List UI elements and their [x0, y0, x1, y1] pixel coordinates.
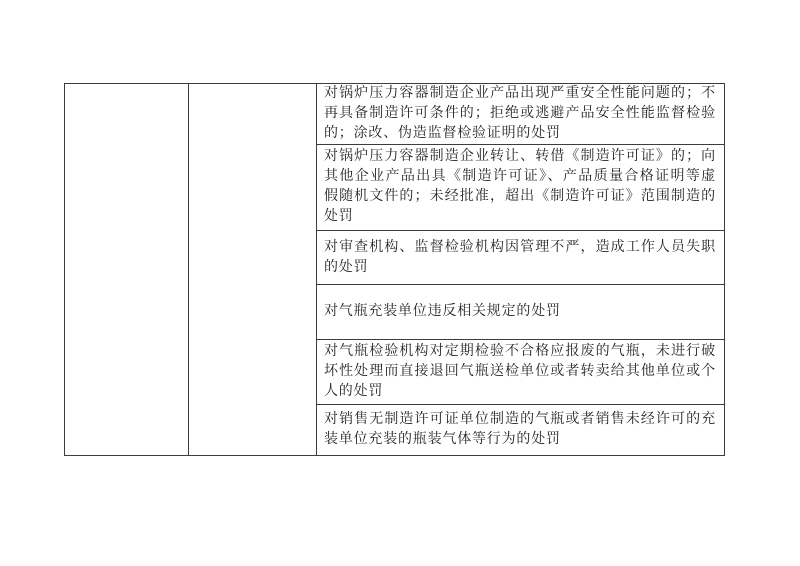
penalty-item-text-1: 对锅炉压力容器制造企业产品出现严重安全性能问题的；不再具备制造许可条件的；拒绝或逃避产品安全性能监督检验的；涂改、伪造监督检验证明的处罚 — [324, 85, 716, 141]
table-text-column — [317, 84, 724, 455]
penalty-item-text-2: 对锅炉压力容器制造企业转让、转借《制造许可证》的；向其他企业产品出具《制造许可证》、产品质量合格证明等虚假随机文件的；未经批准，超出《制造许可证》范围制造的处罚 — [324, 149, 716, 225]
table-merged-cell-column-1 — [65, 84, 189, 455]
table-merged-cell-column-2 — [189, 84, 317, 455]
penalty-item-text-5: 对气瓶检验机构对定期检验不合格应报废的气瓶，未进行破坏性处理而直接退回气瓶送检单位或者转卖给其他单位或个人的处罚 — [324, 344, 716, 400]
table-row — [317, 340, 724, 405]
table-row — [317, 231, 724, 286]
table-row — [317, 405, 724, 455]
table-row — [317, 285, 724, 340]
penalty-item-text-6: 对销售无制造许可证单位制造的气瓶或者销售未经许可的充装单位充装的瓶装气体等行为的处罚 — [324, 412, 716, 448]
penalty-item-text-3: 对审查机构、监督检验机构因管理不严，造成工作人员失职的处罚 — [324, 239, 716, 275]
penalty-item-text-4: 对气瓶充装单位违反相关规定的处罚 — [324, 304, 561, 320]
penalty-items-table — [64, 83, 725, 456]
table-row — [317, 145, 724, 231]
table-row — [317, 84, 724, 145]
